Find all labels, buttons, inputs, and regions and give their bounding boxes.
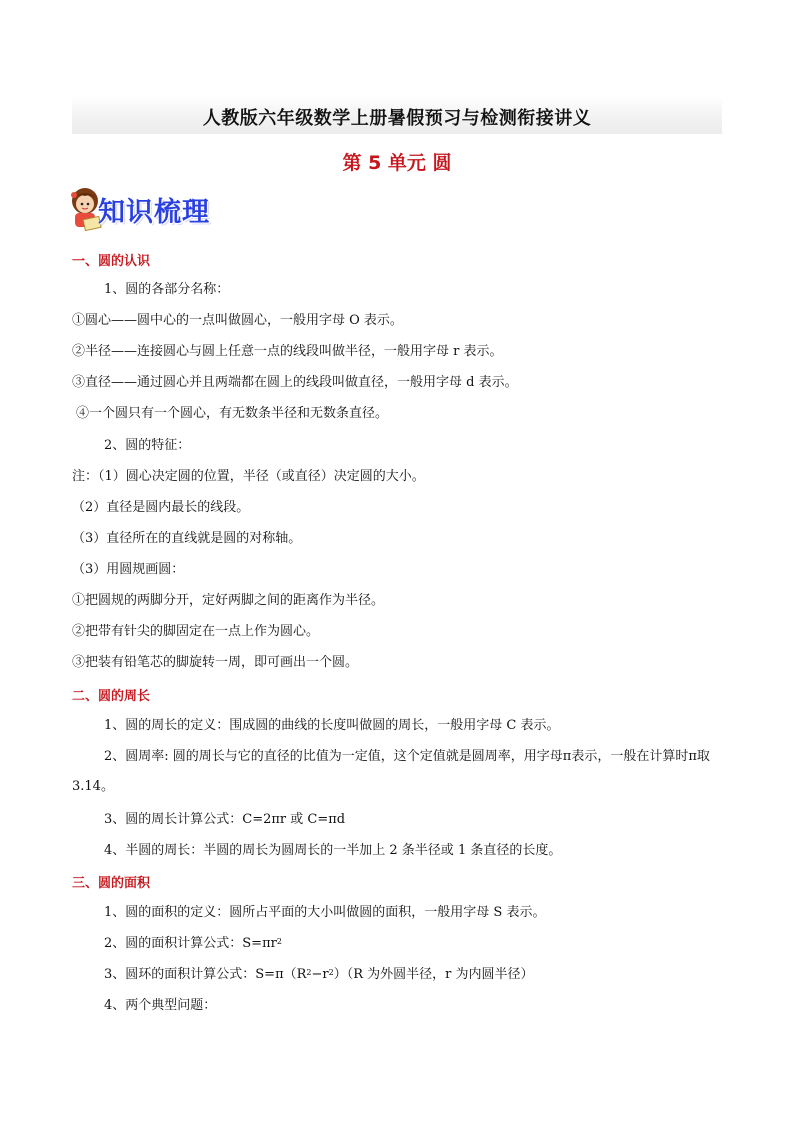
text-line: ③把装有铅笔芯的脚旋转一周，即可画出一个圆。	[72, 655, 359, 670]
text-line: 4、半圆的周长：半圆的周长为圆周长的一半加上 2 条半径或 1 条直径的长度。	[104, 843, 562, 858]
formula-text: ）（R 为外圆半径，r 为内圆半径）	[333, 967, 534, 982]
text-line: ④一个圆只有一个圆心，有无数条半径和无数条直径。	[76, 406, 389, 421]
banner-title: 知识梳理	[98, 197, 210, 228]
text-line: 1、圆的面积的定义：圆所占平面的大小叫做圆的面积，一般用字母 S 表示。	[104, 905, 546, 920]
knowledge-summary-banner	[66, 186, 246, 236]
text-line: （2）直径是圆内最长的线段。	[72, 500, 250, 515]
section-heading-circle-basics: 一、圆的认识	[72, 254, 151, 269]
text-line: 3、圆的周长计算公式：C=2πr 或 C=πd	[104, 812, 346, 827]
text-line: 1、圆的周长的定义：围成圆的曲线的长度叫做圆的周长，一般用字母 C 表示。	[104, 718, 560, 733]
section-heading-circumference: 二、圆的周长	[72, 689, 151, 704]
text-line: （3）用圆规画圆：	[72, 562, 185, 577]
text-line: （3）直径所在的直线就是圆的对称轴。	[72, 531, 302, 546]
formula-text: 3、圆环的面积计算公式：S=π（R	[104, 967, 307, 982]
text-line: 注：（1）圆心决定圆的位置，半径（或直径）决定圆的大小。	[72, 469, 425, 484]
text-paragraph: 2、圆周率: 圆的周长与它的直径的比值为一定值，这个定值就是圆周率，用字母π表示，一般在计算时π取 3.14。	[72, 749, 710, 794]
text-line: 2、圆的特征：	[104, 438, 191, 453]
formula-text: −r	[311, 967, 329, 982]
superscript: 2	[328, 968, 334, 977]
document-title: 人教版六年级数学上册暑假预习与检测衔接讲义	[202, 108, 592, 129]
formula-text: 2、圆的面积计算公式：S=πr	[104, 936, 277, 951]
section-heading-area: 三、圆的面积	[72, 876, 151, 891]
text-line: ①圆心——圆中心的一点叫做圆心，一般用字母 O 表示。	[72, 313, 403, 328]
text-line: 4、两个典型问题：	[104, 998, 217, 1013]
formula-ring-area	[104, 965, 533, 985]
text-line: ①把圆规的两脚分开，定好两脚之间的距离作为半径。	[72, 593, 385, 608]
formula-area	[104, 934, 282, 954]
superscript: 2	[276, 937, 282, 946]
text-line: ②把带有针尖的脚固定在一点上作为圆心。	[72, 624, 320, 639]
text-line: ②半径——连接圆心与圆上任意一点的线段叫做半径，一般用字母 r 表示。	[72, 344, 503, 359]
unit-title: 第 5 单元 圆	[342, 152, 452, 174]
superscript: 2	[306, 968, 312, 977]
text-line: 1、圆的各部分名称：	[104, 282, 230, 297]
text-line: ③直径——通过圆心并且两端都在圆上的线段叫做直径，一般用字母 d 表示。	[72, 375, 518, 390]
